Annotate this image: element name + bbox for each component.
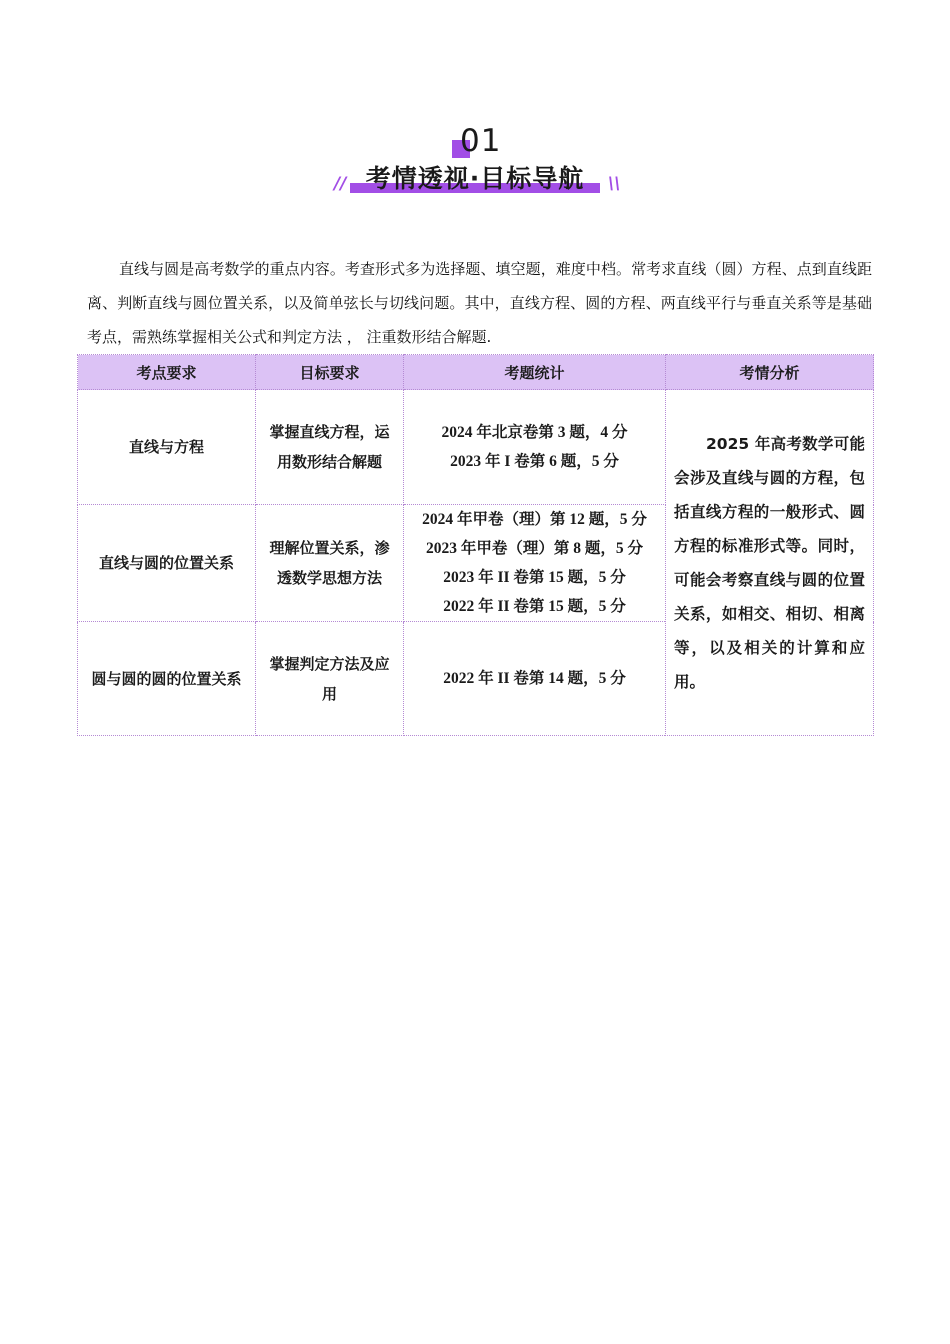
section-header: [0, 118, 950, 208]
section-number: 01: [460, 123, 502, 159]
analysis-cell: [666, 390, 874, 736]
section-title-banner: [330, 162, 620, 198]
stat-line: 2024 年甲卷（理）第 12 题，5 分: [422, 511, 647, 528]
intro-paragraph: 直线与圆是高考数学的重点内容。考查形式多为选择题、填空题，难度中档。常考求直线（圆）方程、点到直线距离、判断直线与圆位置关系，以及简单弦长与切线问题。其中，直线方程、圆的方程、两直线平行与垂直关系等是基础考点，需熟练掌握相关公式和判定方法 ， 注重数形结合解题.: [87, 260, 872, 346]
topic-cell: 直线与圆的位置关系: [78, 505, 256, 622]
section-title: 考情透视·目标导航: [365, 164, 585, 193]
stats-cell: [404, 505, 666, 622]
goal-cell: 掌握直线方程，运用数形结合解题: [256, 390, 404, 505]
stat-line: 2024 年北京卷第 3 题，4 分: [441, 424, 628, 441]
slash-decoration-left: //: [334, 174, 347, 194]
topic-cell: 圆与圆的圆的位置关系: [78, 622, 256, 736]
header-topic: 考点要求: [78, 355, 256, 390]
goal-cell: 理解位置关系，渗透数学思想方法: [256, 505, 404, 622]
stats-cell: [404, 390, 666, 505]
stat-line: 2022 年 II 卷第 15 题，5 分: [443, 598, 626, 615]
goal-cell: 掌握判定方法及应用: [256, 622, 404, 736]
header-goal: 目标要求: [256, 355, 404, 390]
exam-analysis-table: [77, 354, 873, 736]
slash-decoration-right: \\: [608, 174, 621, 194]
stat-line: 2023 年甲卷（理）第 8 题，5 分: [425, 540, 643, 557]
table-row: [78, 390, 874, 505]
topic-cell: 直线与方程: [78, 390, 256, 505]
stat-line: 2023 年 I 卷第 6 题，5 分: [450, 453, 619, 470]
table-header-row: [78, 355, 874, 390]
header-analysis: 考情分析: [666, 355, 874, 390]
analysis-text: 2025 年高考数学可能会涉及直线与圆的方程，包括直线方程的一般形式、圆方程的标准形式等。同时，可能会考察直线与圆的位置关系，如相交、相切、相离等，以及相关的计算和应用。: [674, 434, 865, 691]
section-number-badge: [452, 122, 512, 162]
stat-line: 2023 年 II 卷第 15 题，5 分: [443, 569, 626, 586]
header-stats: 考题统计: [404, 355, 666, 390]
stat-line: 2022 年 II 卷第 14 题，5 分: [443, 670, 626, 687]
stats-cell: [404, 622, 666, 736]
